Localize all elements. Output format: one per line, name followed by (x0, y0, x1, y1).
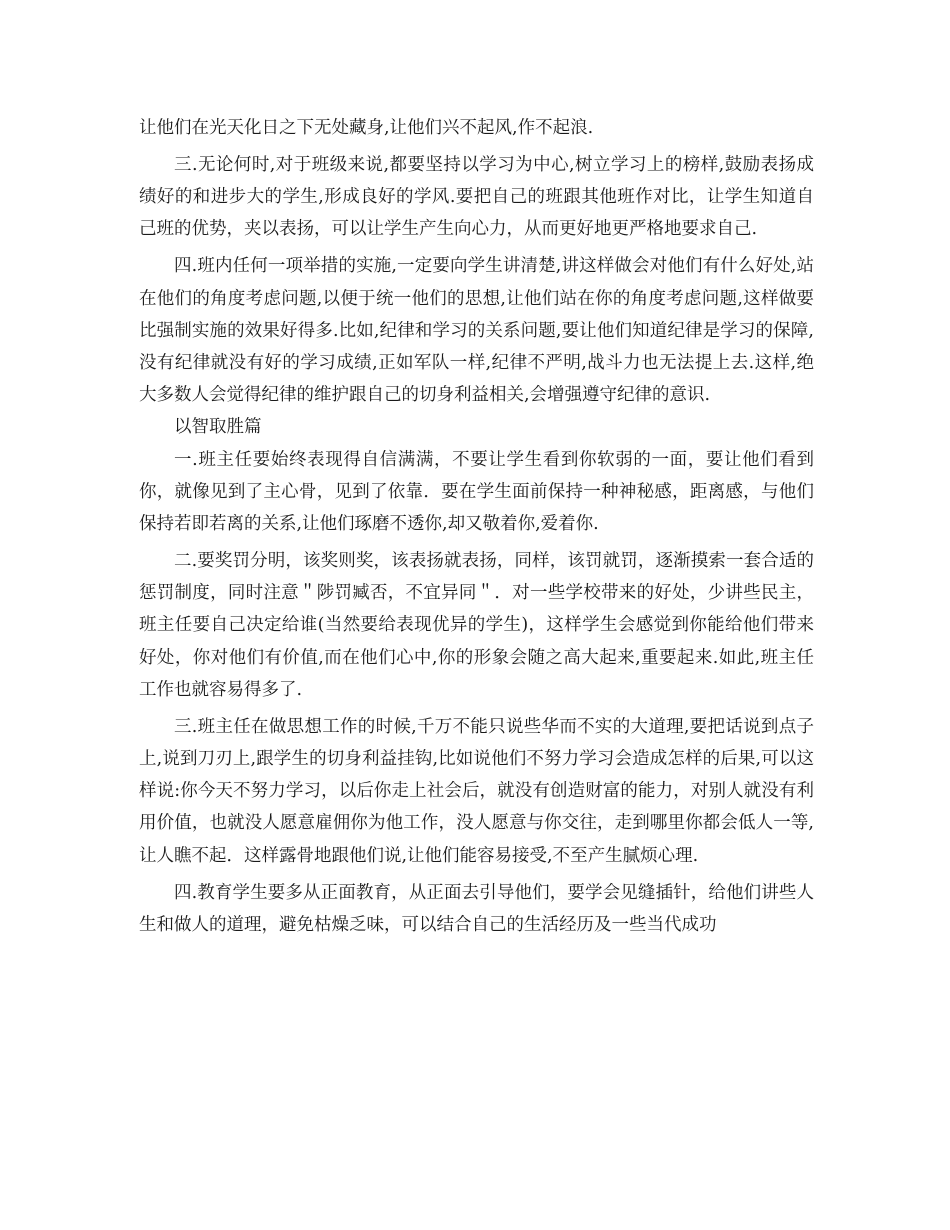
document-body (139, 112, 814, 941)
paragraph-4: 一.班主任要始终表现得自信满满，不要让学生看到你软弱的一面，要让他们看到你，就像见到了主心骨，见到了依靠．要在学生面前保持一种神秘感，距离感，与他们保持若即若离的关系,让他们琢磨不透你,却又敬着你,爱着你. (139, 449, 814, 535)
paragraph-5: 二.要奖罚分明，该奖则奖，该表扬就表扬，同样，该罚就罚，逐渐摸索一套合适的惩罚制度，同时注意＂陟罚臧否，不宜异同＂．对一些学校带来的好处，少讲些民主，班主任要自己决定给谁(当然要给表现优异的学生)，这样学生会感觉到你能给他们带来好处，你对他们有价值,而在他们心中,你的形象会随之高大起来,重要起来.如此,班主任工作也就容易得多了. (139, 551, 814, 700)
paragraph-0: 让他们在光天化日之下无处藏身,让他们兴不起风,作不起浪. (139, 118, 594, 138)
paragraph-6: 三.班主任在做思想工作的时候,千万不能只说些华而不实的大道理,要把话说到点子上,说到刀刃上,跟学生的切身利益挂钩,比如说他们不努力学习会造成怎样的后果,可以这样说:你今天不努力学习，以后你走上社会后，就没有创造财富的能力，对别人就没有利用价值，也就没人愿意雇佣你为他工作，没人愿意与你交往，走到哪里你都会低人一等,让人瞧不起．这样露骨地跟他们说,让他们能容易接受,不至产生腻烦心理. (139, 716, 814, 866)
paragraph-1: 三.无论何时,对于班级来说,都要坚持以学习为中心,树立学习上的榜样,鼓励表扬成绩好的和进步大的学生,形成良好的学风.要把自己的班跟其他班作对比，让学生知道自己班的优势，夹以表扬，可以让学生产生向心力，从而更好地更严格地要求自己. (139, 155, 814, 240)
section-heading: 以智取胜篇 (174, 417, 262, 438)
paragraph-7: 四.教育学生要多从正面教育，从正面去引导他们，要学会见缝插针，给他们讲些人生和做人的道理，避免枯燥乏味，可以结合自己的生活经历及一些当代成功 (139, 882, 814, 935)
paragraph-2: 四.班内任何一项举措的实施,一定要向学生讲清楚,讲这样做会对他们有什么好处,站在他们的角度考虑问题,以便于统一他们的思想,让他们站在你的角度考虑问题,这样做要比强制实施的效果好得多.比如,纪律和学习的关系问题,要让他们知道纪律是学习的保障,没有纪律就没有好的学习成绩,正如军队一样,纪律不严明,战斗力也无法提上去.这样,绝大多数人会觉得纪律的维护跟自己的切身利益相关,会增强遵守纪律的意识. (139, 256, 814, 406)
